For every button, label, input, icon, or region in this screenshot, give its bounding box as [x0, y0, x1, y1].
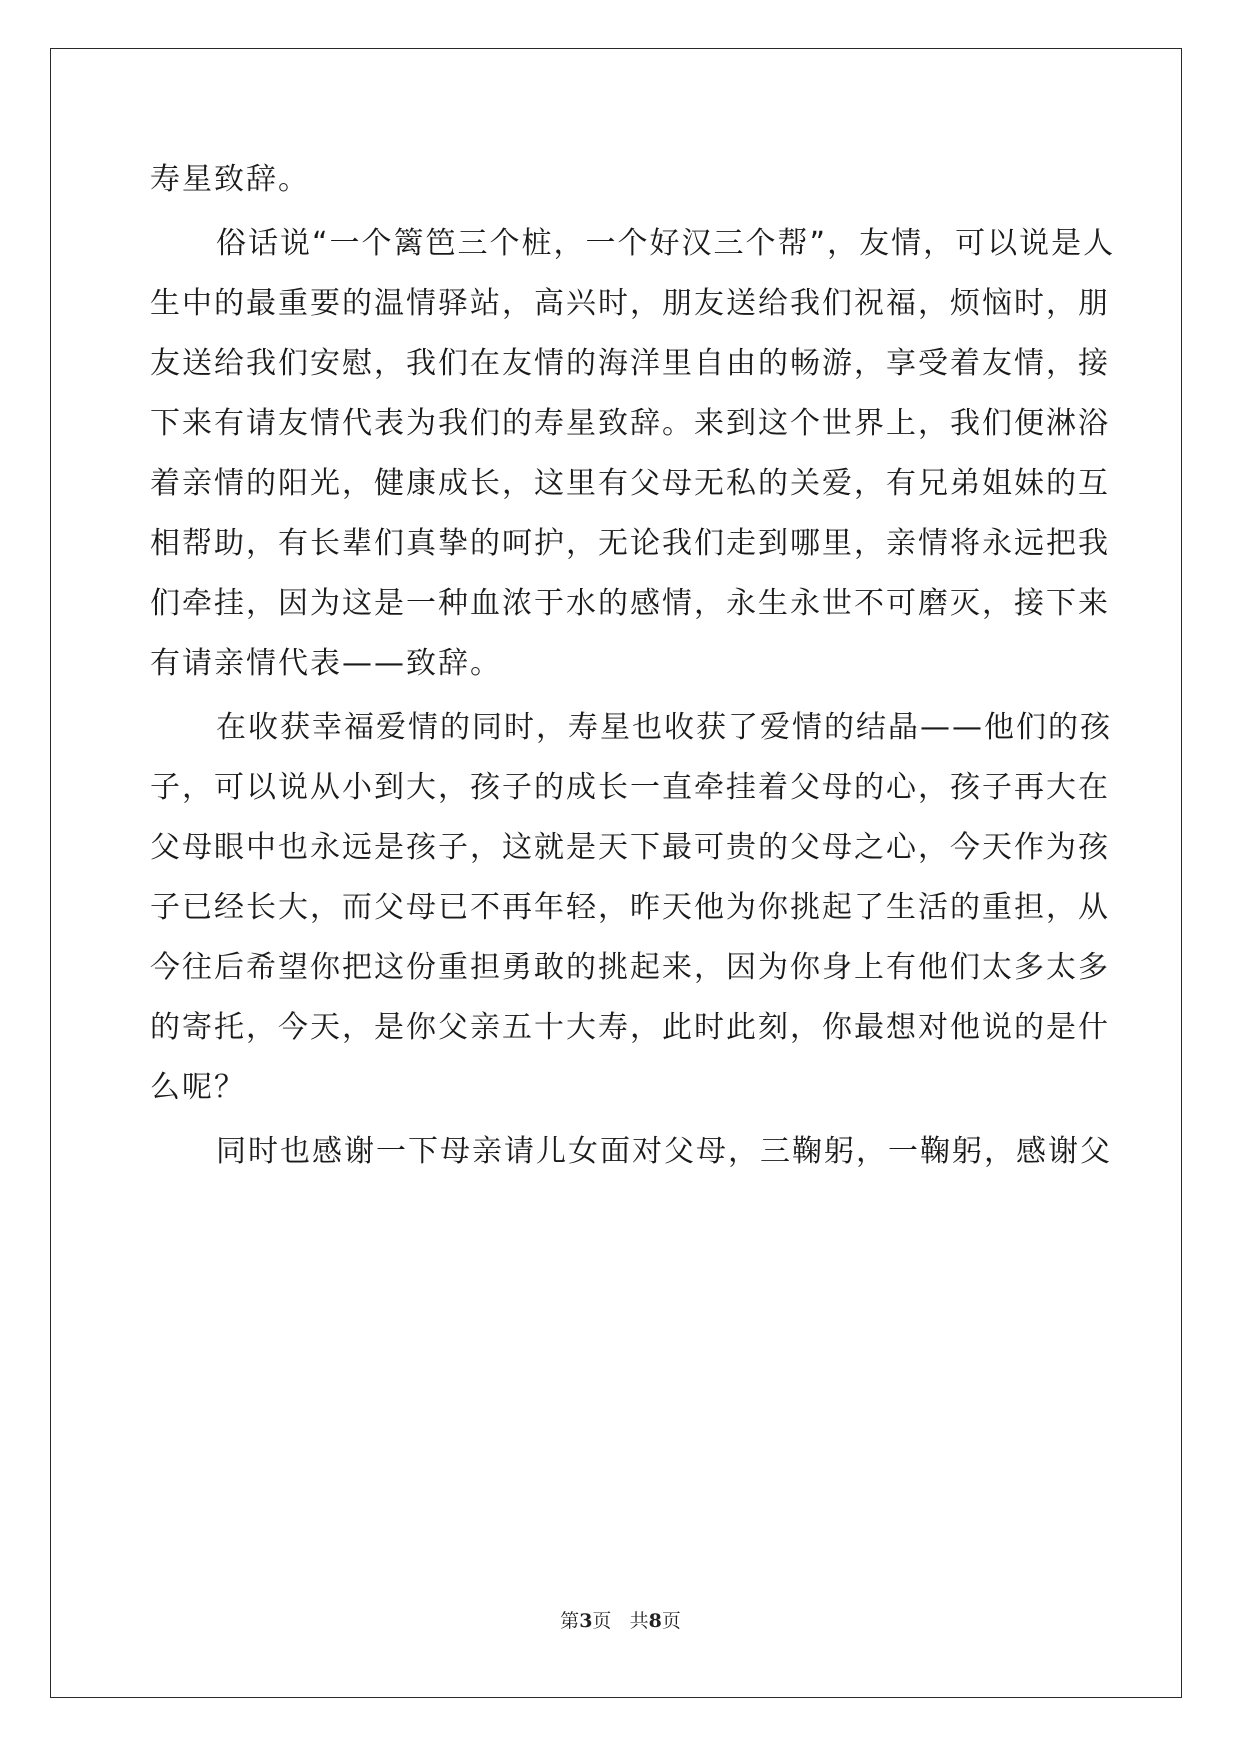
- document-body: [150, 150, 1116, 1182]
- text-line: 友送给我们安慰，我们在友情的海洋里自由的畅游，享受着友情，接: [150, 346, 1110, 381]
- text-line: 下来有请友情代表为我们的寿星致辞。来到这个世界上，我们便淋浴: [150, 406, 1110, 441]
- total-prefix: 共: [629, 1610, 649, 1632]
- text-line: 着亲情的阳光，健康成长，这里有父母无私的关爱，有兄弟姐妹的互: [150, 466, 1110, 501]
- text-line: 相帮助，有长辈们真挚的呵护，无论我们走到哪里，亲情将永远把我: [150, 526, 1110, 561]
- text-line: 的寄托，今天，是你父亲五十大寿，此时此刻，你最想对他说的是什: [150, 1010, 1110, 1045]
- text-line: 们牵挂，因为这是一种血浓于水的感情，永生永世不可磨灭，接下来: [150, 586, 1110, 621]
- page-suffix: 页: [592, 1610, 612, 1632]
- text-line: 寿星致辞。: [150, 162, 310, 197]
- text-line: 子已经长大，而父母已不再年轻，昨天他为你挑起了生活的重担，从: [150, 890, 1110, 925]
- text-line: 今往后希望你把这份重担勇敢的挑起来，因为你身上有他们太多太多: [150, 950, 1110, 985]
- paragraph-first-line: 在收获幸福爱情的同时，寿星也收获了爱情的结晶——他们的孩: [216, 710, 1112, 745]
- text-line: 子，可以说从小到大，孩子的成长一直牵挂着父母的心，孩子再大在: [150, 770, 1110, 805]
- page-total: 8: [648, 1610, 662, 1632]
- text-line: 生中的最重要的温情驿站，高兴时，朋友送给我们祝福，烦恼时，朋: [150, 286, 1110, 321]
- total-suffix: 页: [661, 1610, 681, 1632]
- page-prefix: 第: [560, 1610, 580, 1632]
- page-current: 3: [579, 1610, 593, 1632]
- paragraph-first-line: 俗话说“一个篱笆三个桩，一个好汉三个帮”，友情，可以说是人: [216, 226, 1116, 261]
- page-footer: [0, 1606, 1241, 1633]
- text-line: 有请亲情代表——致辞。: [150, 646, 502, 681]
- paragraph-first-line: 同时也感谢一下母亲请儿女面对父母，三鞠躬，一鞠躬，感谢父: [216, 1134, 1112, 1169]
- text-line: 父母眼中也永远是孩子，这就是天下最可贵的父母之心，今天作为孩: [150, 830, 1110, 865]
- text-line: 么呢？: [150, 1070, 246, 1105]
